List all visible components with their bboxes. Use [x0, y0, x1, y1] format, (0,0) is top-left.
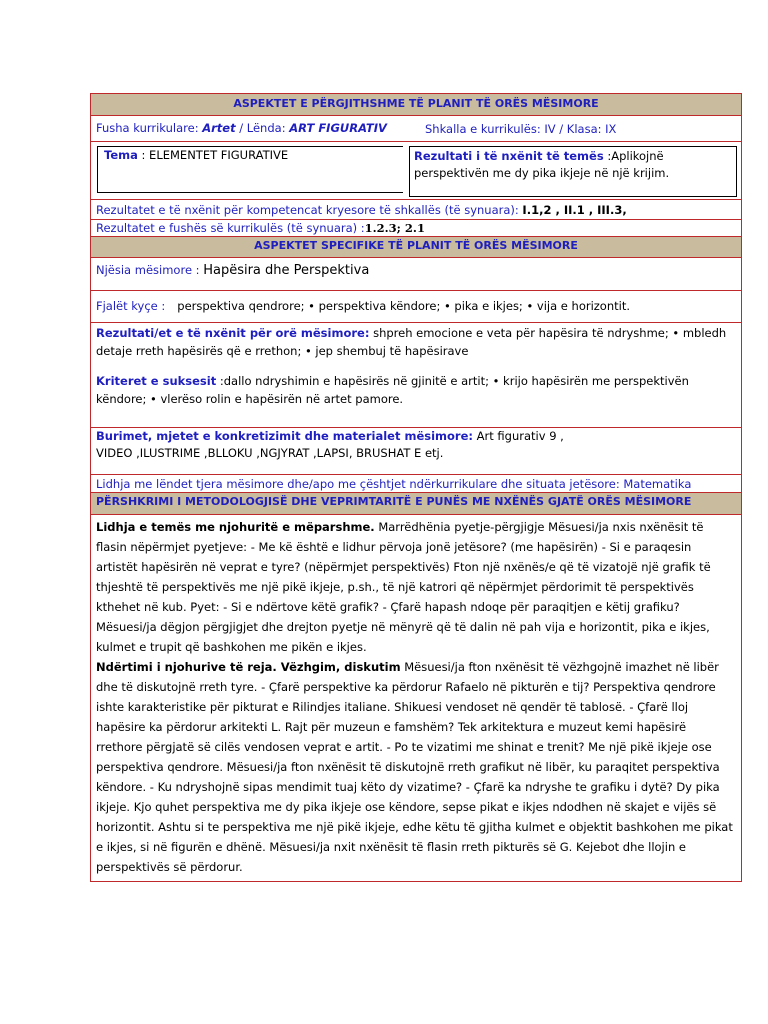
- methodology-p1-label: Lidhja e temës me njohuritë e mëparshme.: [96, 520, 375, 534]
- specific-aspects-title: ASPEKTET SPECIFIKE TË PLANIT TË ORËS MËSIMORE: [254, 239, 578, 252]
- kompetencat-row: [90, 200, 742, 220]
- njesia-row: [90, 258, 742, 291]
- general-aspects-title: ASPEKTET E PËRGJITHSHME TË PLANIT TË ORËS MËSIMORE: [233, 97, 599, 110]
- shkalla-text: Shkalla e kurrikulës: IV / Klasa: IX: [425, 122, 617, 136]
- njesia-label: Njësia mësimore :: [96, 263, 204, 277]
- lenda-value: ART FIGURATIV: [289, 121, 387, 135]
- methodology-p2-label: Ndërtimi i njohurive të reja. Vëzhgim, diskutim: [96, 660, 401, 674]
- kompetencat-value: I.1,2 , II.1 , III.3,: [522, 203, 627, 217]
- rezultatet-value: shpreh emocione e veta për hapësira të ndryshme; • mbledh detaje rreth hapësirës që e rrethon; • jep shembuj të hapësirave: [96, 326, 727, 358]
- rezultati-temes-cell: [409, 146, 737, 197]
- kriteret-value: :dallo ndryshimin e hapësirës në gjinitë e artit; • krijo hapësirën me perspektivën këndore; • vlerëso rolin e hapësirën në artet pamore.: [96, 374, 689, 406]
- lenda-label: / Lënda:: [235, 121, 290, 135]
- burimet-row: [90, 428, 742, 475]
- njesia-value: Hapësira dhe Perspektiva: [203, 263, 370, 278]
- specific-aspects-header: [90, 237, 742, 258]
- curriculum-row: [90, 116, 742, 142]
- burimet-value-2: VIDEO ,ILUSTRIME ,BLLOKU ,NGJYRAT ,LAPSI, BRUSHAT E etj.: [96, 446, 444, 460]
- fjalet-label: Fjalët kyçe :: [96, 299, 166, 313]
- fjalet-row: [90, 291, 742, 323]
- methodology-p1-text: Marrëdhënia pyetje-përgjigje Mësuesi/ja nxis nxënësit të flasin nëpërmjet pyetjeve: - Me kë është e lidhur përvoja jonë jetësore? (me hapësirën) - Si e paraqesin artistët hapësirën në veprat e tyre? (nëpërmjet perspektivës) Fton një nxënës/e që të vizatojë një grafik të thjeshtë të perspektivës me një pikë ikjeje, p.sh., të një katrori që nëpërmjet përdorimit të perspektivës kthehet në kub. Pyet: - Si e ndërtove këtë grafik? - Çfarë hapash ndoqe për paraqitjen e këtij grafiku? Mësuesi/ja dëgjon përgjigjet dhe drejton pyetje në mënyrë që të dalin në pah vija e horizontit, pika e ikjes, kulmet e trupit që bashkohen me pikën e ikjes.: [96, 520, 711, 654]
- tema-value: : ELEMENTET FIGURATIVE: [137, 148, 289, 162]
- rezultatet-block: [96, 325, 736, 360]
- kompetencat-label: Rezultatet e të nxënit për kompetencat kryesore të shkallës (të synuara):: [96, 203, 523, 217]
- lesson-plan-table: [90, 93, 742, 882]
- rezultati-temes-value: :Aplikojnë perspektivën me dy pika ikjeje në një krijim.: [414, 149, 670, 180]
- fusha-rezultatet-label: Rezultatet e fushës së kurrikulës (të synuara) :: [96, 221, 365, 235]
- rezultatet-label: Rezultati/et e të nxënit për orë mësimore:: [96, 326, 370, 340]
- rezultatet-kriteret-row: [90, 323, 742, 428]
- tema-label: Tema: [104, 148, 138, 162]
- methodology-body: [90, 515, 742, 882]
- fusha-value: Artet: [202, 121, 236, 135]
- kriteret-label: Kriteret e suksesit: [96, 374, 217, 388]
- general-aspects-header: [90, 93, 742, 116]
- fjalet-value: perspektiva qendrore; • perspektiva këndore; • pika e ikjes; • vija e horizontit.: [177, 299, 631, 313]
- methodology-p2-text: Mësuesi/ja fton nxënësit të vëzhgojnë imazhet në libër dhe të diskutojnë rreth tyre. - Çfarë perspektive ka përdorur Rafaelo në pikturën e tij? Perspektiva qendrore ishte karakteristike për pikturat e Rilindjes italiane. Shikuesi vendoset në qendër të tablosë. - Çfarë lloj hapësire ka përdorur arkitekti L. Rajt për muzeun e famshëm? Tek arkitektura e muzeut kemi hapësirë rrethore përgjatë së cilës vendosen veprat e artit. - Po te vizatimi me shinat e trenit? Me një pikë ikjeje ose perspektiva qendrore. Mësuesi/ja fton nxënësit të diskutojnë rreth grafikut në libër, ku paraqitet perspektiva këndore. - Ku ndryshojnë sipas mendimit tuaj këto dy vizatime? - Çfarë ka ndryshe te grafiku i dytë? Dy pika ikjeje. Kjo quhet perspektiva me dy pika ikjeje ose këndore, sepse pikat e ikjes ndodhen në skajet e vijës së horizontit. Ashtu si te perspektiva me një pikë ikjeje, edhe këtu të gjitha kulmet e objektit bashkohen me pikat e ikjes, si në figurën e dhënë. Mësuesi/ja nxit nxënësit të flasin rreth pikturës së G. Kejebot dhe llojin e perspektivës së përdorur.: [96, 660, 733, 874]
- fusha-label: Fusha kurrikulare:: [96, 121, 203, 135]
- tema-row: [90, 142, 742, 200]
- kriteret-block: [96, 373, 736, 408]
- burimet-value-1: Art figurativ 9 ,: [473, 429, 564, 443]
- fusha-rezultatet-value: 1.2.3; 2.1: [364, 221, 425, 235]
- fusha-rezultatet-row: [90, 220, 742, 237]
- lidhja-text: Lidhja me lëndet tjera mësimore dhe/apo me çështjet ndërkurrikulare dhe situata jetësore: Matematika: [96, 477, 692, 491]
- rezultati-temes-label: Rezultati i të nxënit të temës: [414, 149, 604, 163]
- methodology-header: [90, 493, 742, 515]
- methodology-title: PËRSHKRIMI I METODOLOGJISË DHE VEPRIMTARITË E PUNËS ME NXËNËS GJATË ORËS MËSIMORE: [96, 495, 692, 508]
- burimet-label: Burimet, mjetet e konkretizimit dhe materialet mësimore:: [96, 429, 473, 443]
- tema-cell: [97, 146, 403, 193]
- lidhja-row: [90, 475, 742, 493]
